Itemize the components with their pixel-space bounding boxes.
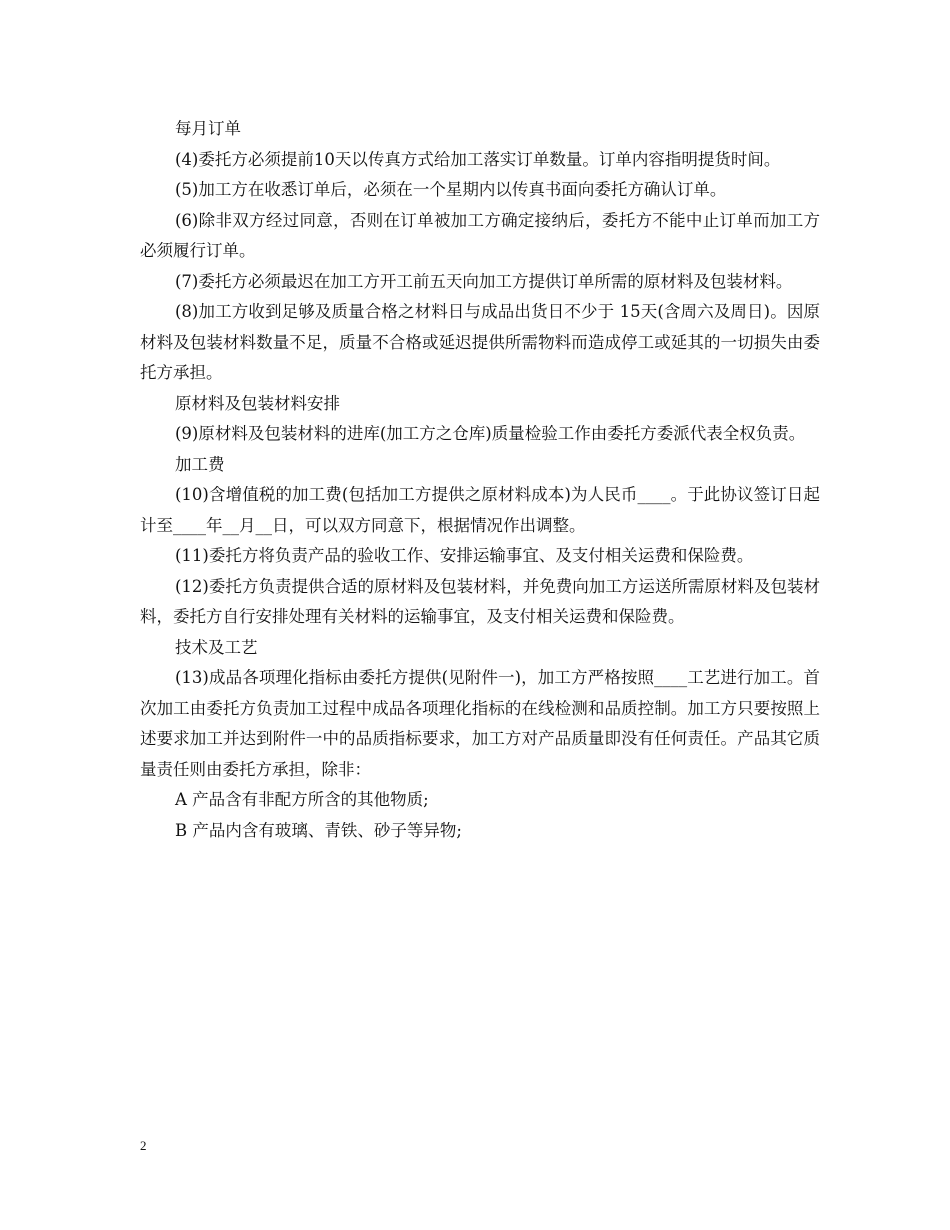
section-heading-processing-fee: 加工费 — [175, 454, 225, 474]
document-body — [140, 114, 820, 846]
clause-12: (12)委托方负责提供合适的原材料及包装材料，并免费向加工方运送所需原材料及包装材料，委托方自行安排处理有关材料的运输事宜，及支付相关运费和保险费。 — [140, 576, 820, 626]
clause-8: (8)加工方收到足够及质量合格之材料日与成品出货日不少于 15天(含周六及周日)。因原材料及包装材料数量不足，质量不合格或延迟提供所需物料而造成停工或延其的一切损失由委托方承担。 — [140, 302, 820, 382]
section-heading-materials: 原材料及包装材料安排 — [175, 393, 340, 413]
clause-10: (10)含增值税的加工费(包括加工方提供之原材料成本)为人民币____。于此协议签订日起计至____年__月__日，可以双方同意下，根据情况作出调整。 — [140, 485, 820, 535]
clause-9: (9)原材料及包装材料的进库(加工方之仓库)质量检验工作由委托方委派代表全权负责。 — [175, 424, 806, 443]
section-heading-technology: 技术及工艺 — [175, 637, 258, 657]
clause-11: (11)委托方将负责产品的验收工作、安排运输事宜、及支付相关运费和保险费。 — [175, 546, 754, 565]
page-number: 2 — [140, 1138, 147, 1153]
exception-a: A 产品含有非配方所含的其他物质; — [175, 790, 429, 809]
clause-6: (6)除非双方经过同意，否则在订单被加工方确定接纳后，委托方不能中止订单而加工方必须履行订单。 — [140, 210, 820, 260]
section-heading-monthly-order: 每月订单 — [175, 119, 241, 138]
clause-13: (13)成品各项理化指标由委托方提供(见附件一)，加工方严格按照____工艺进行加工。首次加工由委托方负责加工过程中成品各项理化指标的在线检测和品质控制。加工方只要按照上述要求加工并达到附件一中的品质指标要求，加工方对产品质量即没有任何责任。产品其它质量责任则由委托方承担，除非： — [140, 668, 820, 779]
clause-4: (4)委托方必须提前10天以传真方式给加工落实订单数量。订单内容指明提货时间。 — [175, 149, 781, 169]
exception-b: B 产品内含有玻璃、青铁、砂子等异物; — [175, 820, 462, 840]
clause-7: (7)委托方必须最迟在加工方开工前五天向加工方提供订单所需的原材料及包装材料。 — [175, 271, 793, 291]
clause-5: (5)加工方在收悉订单后，必须在一个星期内以传真书面向委托方确认订单。 — [175, 180, 727, 199]
